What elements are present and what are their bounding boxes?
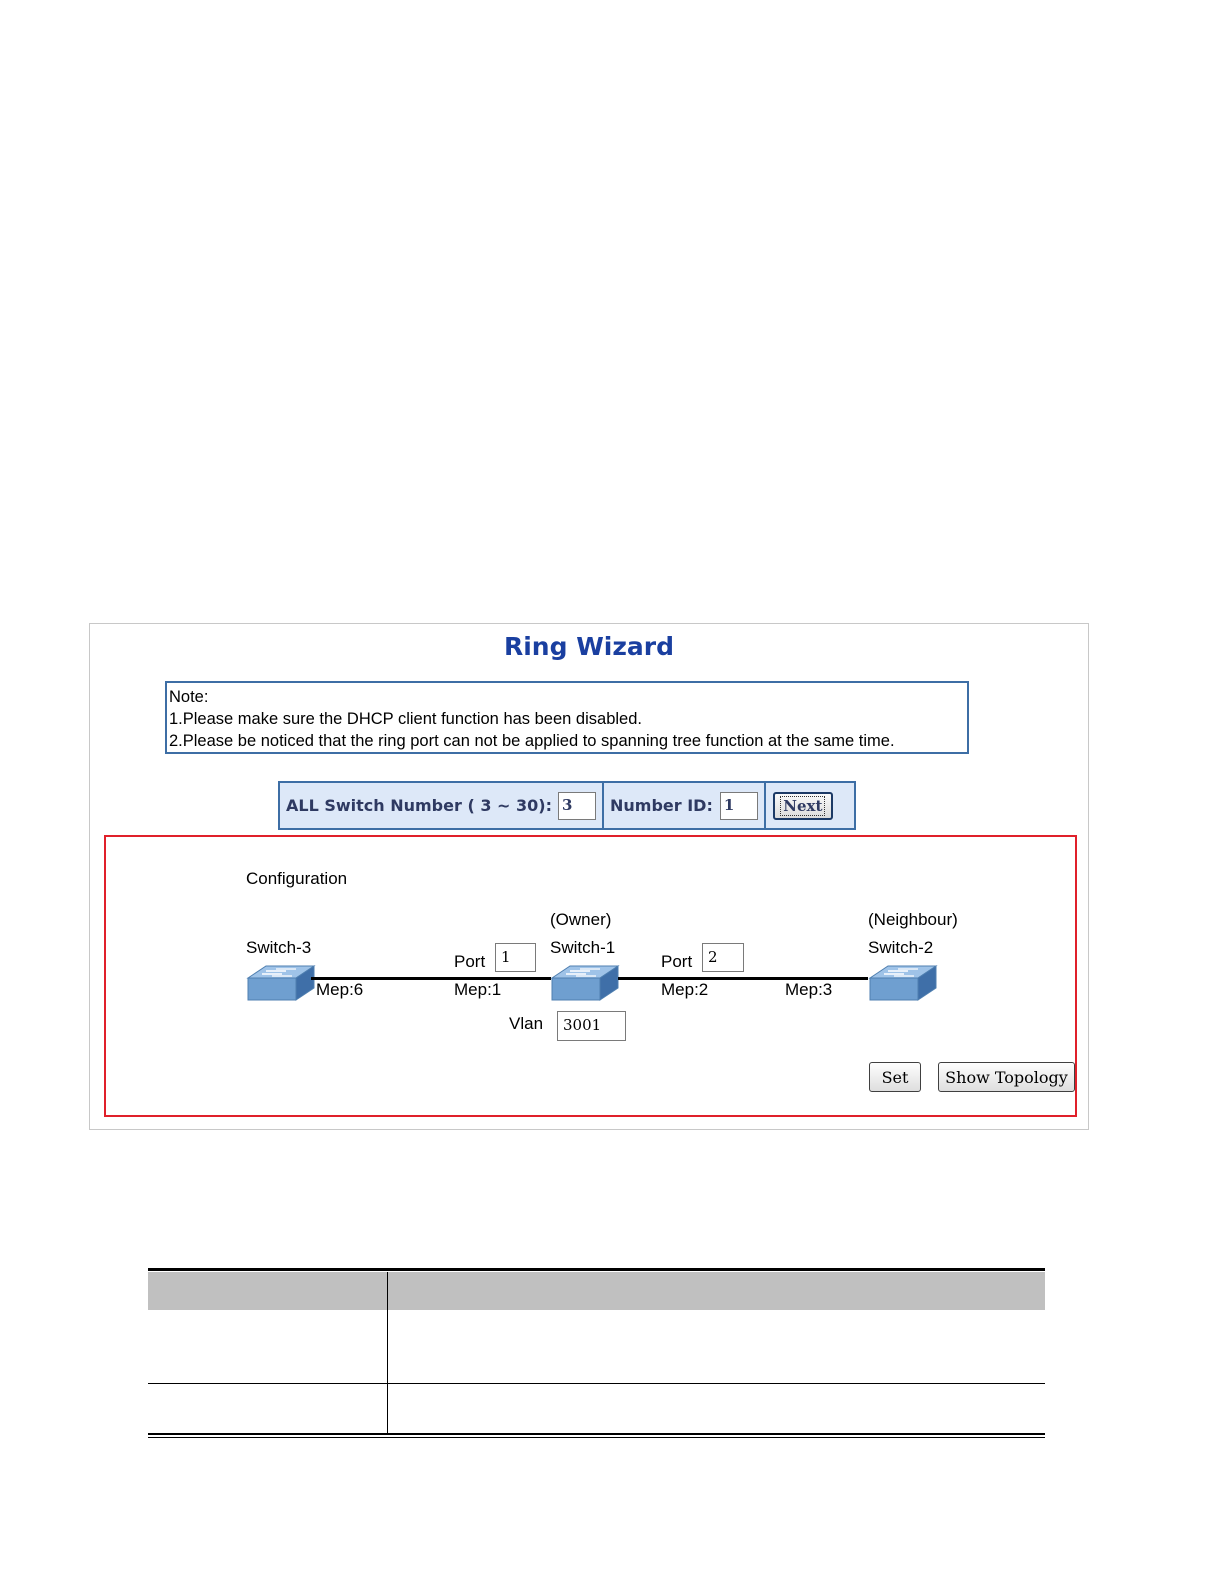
number-id-label: Number ID:: [609, 796, 713, 815]
number-id-cell: [604, 783, 766, 828]
mep-3-label: Mep:3: [785, 980, 833, 999]
switch-1-icon: [550, 964, 620, 1004]
port-right-mep: Mep:2: [661, 980, 709, 999]
table-bottom-border: [148, 1433, 1045, 1435]
port-right-input[interactable]: 2: [702, 943, 744, 972]
switch-1-role: (Owner): [550, 910, 612, 929]
table-top-border: [148, 1268, 1045, 1271]
switch-3-mep: Mep:6: [316, 980, 364, 999]
table-column-divider: [387, 1272, 388, 1434]
next-cell: [766, 783, 840, 828]
link-left: [311, 977, 551, 980]
all-switch-label: ALL Switch Number ( 3 ~ 30):: [286, 796, 552, 815]
set-button[interactable]: Set: [869, 1062, 921, 1092]
vlan-input[interactable]: 3001: [557, 1011, 626, 1041]
port-left-mep: Mep:1: [454, 980, 502, 999]
number-id-input[interactable]: 1: [720, 792, 758, 820]
show-topology-button[interactable]: Show Topology: [938, 1062, 1075, 1092]
note-line-2: 2.Please be noticed that the ring port can not be applied to spanning tree function at the same time.: [169, 732, 895, 750]
port-left-label: Port: [454, 952, 486, 971]
switch-number-bar: [278, 781, 856, 830]
all-switch-cell: [280, 783, 604, 828]
port-left-input[interactable]: 1: [495, 943, 536, 972]
vlan-label: Vlan: [509, 1014, 544, 1033]
switch-1-label: Switch-1: [550, 938, 616, 957]
page-title: Ring Wizard: [503, 632, 674, 661]
note-box: [165, 681, 969, 754]
configuration-heading: Configuration: [246, 869, 348, 888]
switch-3-label: Switch-3: [246, 938, 312, 957]
switch-2-icon: [868, 964, 938, 1004]
next-button-label: Next: [780, 796, 825, 816]
table-bottom-border-double: [148, 1437, 1045, 1438]
switch-3-icon: [246, 964, 316, 1004]
configuration-box: [104, 835, 1077, 1117]
switch-2-role: (Neighbour): [868, 910, 958, 929]
next-button[interactable]: [773, 792, 833, 820]
ring-wizard-panel: [89, 623, 1089, 1130]
table-header-row: [148, 1272, 1045, 1310]
port-right-label: Port: [661, 952, 693, 971]
all-switch-input[interactable]: 3: [558, 792, 596, 820]
table-row-divider: [148, 1383, 1045, 1384]
note-line-1: 1.Please make sure the DHCP client function has been disabled.: [169, 710, 642, 728]
switch-2-label: Switch-2: [868, 938, 934, 957]
note-heading: Note:: [169, 688, 209, 706]
